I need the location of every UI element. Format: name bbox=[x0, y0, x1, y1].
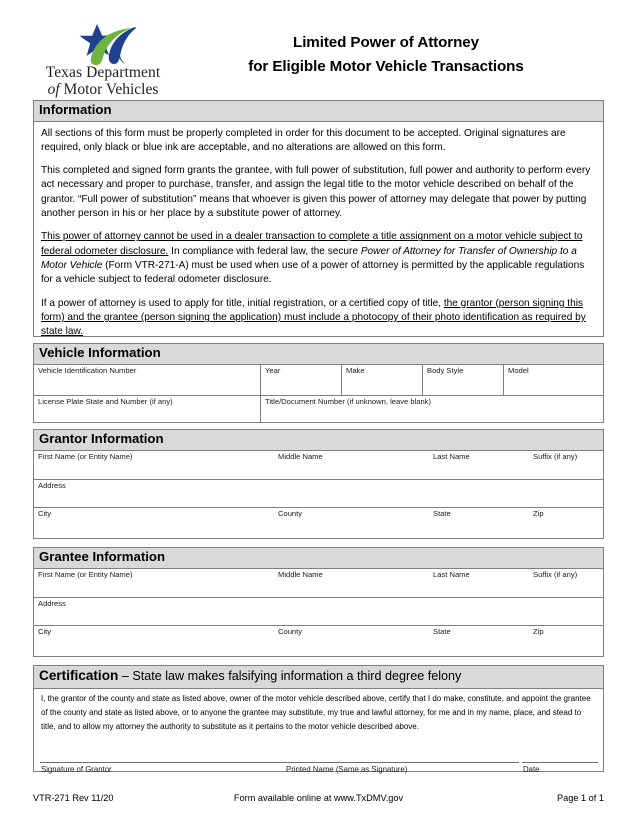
grantor-city-label: City bbox=[38, 508, 52, 518]
grantor-suffix-label: Suffix (if any) bbox=[533, 451, 578, 461]
certification-heading bbox=[34, 666, 603, 689]
grantor-suffix[interactable] bbox=[529, 451, 603, 479]
grantor-first-name-label: First Name (or Entity Name) bbox=[38, 451, 133, 461]
field-body-style[interactable] bbox=[422, 365, 503, 395]
title-line-1: Limited Power of Attorney bbox=[293, 34, 479, 51]
info-p3-end: (Form VTR-271-A) must be used when use of a power of attorney is permitted by the applicable regulations for a vehicle subject to federal odometer disclosure. bbox=[41, 260, 585, 286]
grantor-county-label: County bbox=[278, 508, 303, 518]
grantor-zip[interactable] bbox=[529, 508, 603, 538]
certification-body bbox=[34, 689, 603, 735]
txdmv-logo bbox=[33, 24, 173, 96]
info-p4-start: If a power of attorney is used to apply for title, initial registration, or a certified copy of title, bbox=[41, 297, 444, 309]
vehicle-information-section bbox=[33, 343, 604, 423]
info-p3-mid: In compliance with federal law, the secure bbox=[168, 245, 361, 257]
grantor-state-label: State bbox=[433, 508, 451, 518]
grantor-zip-label: Zip bbox=[533, 508, 544, 518]
grantee-middle-name[interactable] bbox=[274, 569, 429, 597]
logo-motor-vehicles: Motor Vehicles bbox=[59, 80, 159, 98]
field-model-label: Model bbox=[508, 365, 529, 375]
grantee-suffix[interactable] bbox=[529, 569, 603, 597]
field-model[interactable] bbox=[503, 365, 603, 395]
vehicle-row-1 bbox=[34, 365, 603, 396]
signature-of-grantor-label: Signature of Grantor bbox=[41, 764, 112, 774]
information-section bbox=[33, 100, 604, 337]
grantor-address[interactable] bbox=[34, 480, 603, 507]
date-line[interactable] bbox=[522, 762, 598, 763]
title-line-2: for Eligible Motor Vehicle Transactions bbox=[248, 57, 524, 75]
star-swoosh-icon bbox=[77, 24, 139, 66]
grantor-first-name[interactable] bbox=[34, 451, 274, 479]
field-year-label: Year bbox=[265, 365, 281, 375]
grantee-zip-label: Zip bbox=[533, 626, 544, 636]
field-vin[interactable] bbox=[34, 365, 260, 395]
grantee-row-city bbox=[34, 626, 603, 656]
grantee-row-address bbox=[34, 598, 603, 626]
information-heading: Information bbox=[34, 101, 603, 122]
field-license-plate[interactable] bbox=[34, 396, 260, 423]
certification-heading-rest: – State law makes falsifying information a third degree felony bbox=[118, 669, 462, 683]
logo-wordmark bbox=[33, 65, 173, 98]
document-header bbox=[0, 0, 640, 98]
grantor-county[interactable] bbox=[274, 508, 429, 538]
field-body-style-label: Body Style bbox=[427, 365, 464, 375]
grantor-address-label: Address bbox=[38, 480, 66, 490]
grantor-last-name[interactable] bbox=[429, 451, 529, 479]
grantee-last-name[interactable] bbox=[429, 569, 529, 597]
grantor-row-city bbox=[34, 508, 603, 538]
grantee-information-section bbox=[33, 547, 604, 657]
grantor-information-section bbox=[33, 429, 604, 539]
field-title-document-number[interactable] bbox=[260, 396, 603, 423]
grantee-state[interactable] bbox=[429, 626, 529, 656]
grantee-city-label: City bbox=[38, 626, 52, 636]
date-label: Date bbox=[523, 764, 540, 774]
logo-of-italic: of bbox=[47, 80, 60, 98]
printed-name-label: Printed Name (Same as Signature) bbox=[286, 764, 408, 774]
information-paragraph-2: This completed and signed form grants the grantee, with full power of substitution, full power and authority to perform every act necessary and proper to purchase, transfer, and assign the legal title to the motor vehicle described on behalf of the grantor. “Full power of substitution” means that whoever is given this power of attorney may delegate that power by putting another person in his or her place by a substitute power of attorney. bbox=[41, 165, 591, 220]
grantee-first-name[interactable] bbox=[34, 569, 274, 597]
grantee-address[interactable] bbox=[34, 598, 603, 625]
grantee-county-label: County bbox=[278, 626, 303, 636]
grantor-state[interactable] bbox=[429, 508, 529, 538]
grantee-state-label: State bbox=[433, 626, 451, 636]
certification-text: I, the grantor of the county and state as listed above, owner of the motor vehicle described above, certify that I do make, constitute, and appoint the grantee of the county and state as listed above, or to anyone the grantee may substitute, my true and lawful attorney, for me and in my name, place, and stead to title, and to allow my attorney the authority to substitute as it pertains to the motor vehicle described above. bbox=[41, 693, 591, 732]
info-p4-underlined: the grantor (person signing this form) and the grantee (person signing the application) must include a photocopy of their photo identification as required by state law. bbox=[41, 297, 586, 338]
information-body bbox=[34, 122, 603, 346]
grantor-information-heading: Grantor Information bbox=[34, 430, 603, 451]
signature-row bbox=[34, 747, 603, 775]
printed-name-line[interactable] bbox=[285, 762, 519, 763]
information-paragraph-1: All sections of this form must be properly completed in order for this document to be accepted. Original signatures are required, only black or blue ink are acceptable, and no alterations are allowed on this form. bbox=[41, 127, 566, 153]
field-vin-label: Vehicle Identification Number bbox=[38, 365, 137, 375]
footer-form-number: VTR-271 Rev 11/20 bbox=[33, 793, 114, 803]
grantor-row-name bbox=[34, 451, 603, 480]
field-make[interactable] bbox=[341, 365, 422, 395]
grantee-row-name bbox=[34, 569, 603, 598]
field-make-label: Make bbox=[346, 365, 365, 375]
grantee-first-name-label: First Name (or Entity Name) bbox=[38, 569, 133, 579]
info-p3-italic-form-name: Power of Attorney for Transfer of Ownership to a Motor Vehicle bbox=[41, 245, 577, 272]
vehicle-row-2 bbox=[34, 396, 603, 423]
certification-heading-bold: Certification bbox=[39, 668, 119, 683]
field-title-document-number-label: Title/Document Number (if unknown, leave blank) bbox=[265, 396, 432, 406]
logo-line-1: Texas Department bbox=[45, 64, 161, 81]
signature-of-grantor-line[interactable] bbox=[40, 762, 285, 763]
grantee-county[interactable] bbox=[274, 626, 429, 656]
field-year[interactable] bbox=[260, 365, 341, 395]
page-footer bbox=[33, 793, 604, 811]
grantee-zip[interactable] bbox=[529, 626, 603, 656]
grantor-row-address bbox=[34, 480, 603, 508]
grantor-last-name-label: Last Name bbox=[433, 451, 470, 461]
certification-section bbox=[33, 665, 604, 772]
information-paragraph-3 bbox=[41, 230, 596, 287]
footer-page-number: Page 1 of 1 bbox=[557, 793, 604, 803]
grantor-city[interactable] bbox=[34, 508, 274, 538]
grantee-address-label: Address bbox=[38, 598, 66, 608]
grantee-information-heading: Grantee Information bbox=[34, 548, 603, 569]
info-p3-underlined: This power of attorney cannot be used in a dealer transaction to complete a title assignment on a motor vehicle subject to federal odometer disclosure. bbox=[41, 231, 583, 257]
grantee-middle-name-label: Middle Name bbox=[278, 569, 323, 579]
grantee-last-name-label: Last Name bbox=[433, 569, 470, 579]
vehicle-information-heading: Vehicle Information bbox=[34, 344, 603, 365]
grantor-middle-name[interactable] bbox=[274, 451, 429, 479]
information-paragraph-4 bbox=[41, 297, 596, 340]
grantee-city[interactable] bbox=[34, 626, 274, 656]
page-title bbox=[176, 31, 596, 78]
grantor-middle-name-label: Middle Name bbox=[278, 451, 323, 461]
logo-line-2 bbox=[33, 82, 173, 99]
grantee-suffix-label: Suffix (if any) bbox=[533, 569, 578, 579]
field-license-plate-label: License Plate State and Number (if any) bbox=[38, 396, 173, 406]
footer-center-text: Form available online at www.TxDMV.gov bbox=[233, 793, 404, 803]
